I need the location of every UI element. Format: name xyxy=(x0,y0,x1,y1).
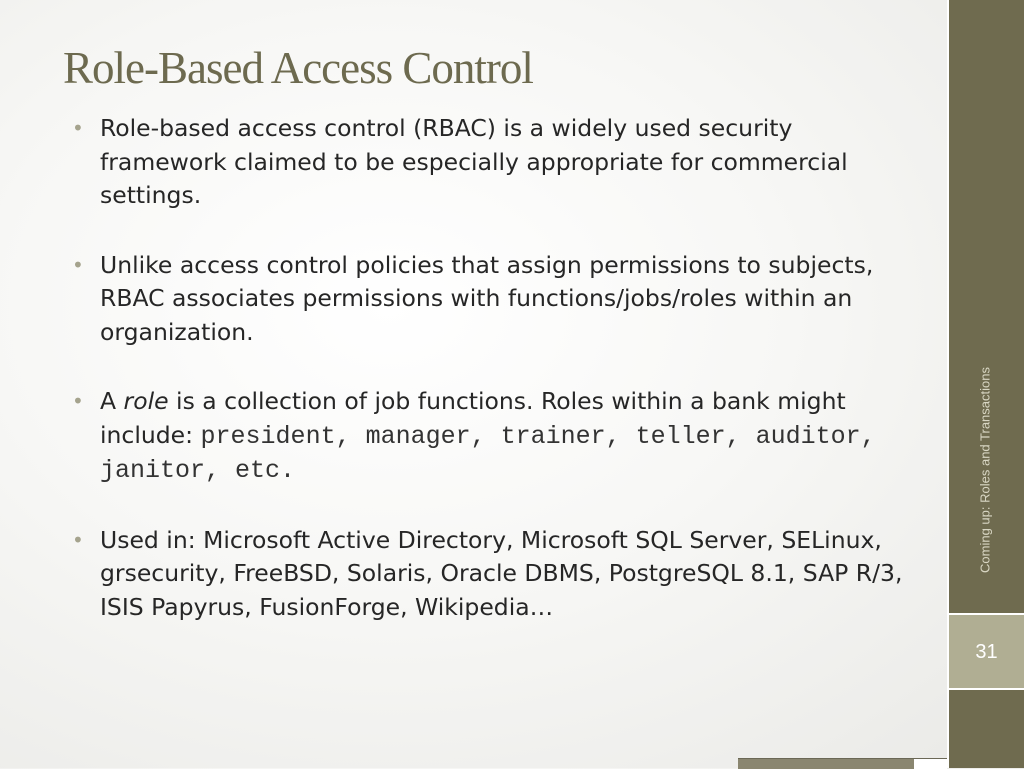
bullet-icon: • xyxy=(72,116,84,140)
bullet-icon: • xyxy=(72,527,84,552)
bullet-item xyxy=(72,385,912,488)
bullet-text: Role-based access control (RBAC) is a widely used security framework claimed to be especially appropriate for commercial settings. xyxy=(100,114,848,209)
bullet-list xyxy=(72,112,912,660)
bullet-item xyxy=(72,249,912,350)
bullet-icon: • xyxy=(72,252,84,277)
bullet-text-middle: is a collection of job functions. Roles within a bank might include: xyxy=(100,387,846,449)
bullet-text: Used in: Microsoft Active Directory, Microsoft SQL Server, SELinux, grsecurity, FreeBSD, Solaris, Oracle DBMS, PostgreSQL 8.1, SAP R/3, ISIS Papyrus, FusionForge, Wikipedia… xyxy=(100,525,903,621)
bullet-text-prefix: A xyxy=(100,387,124,415)
footer-bar-light xyxy=(914,758,947,769)
footer-bar xyxy=(738,758,914,769)
role-examples: president, manager, trainer, teller, auditor, janitor, etc. xyxy=(100,421,876,485)
bullet-item xyxy=(72,112,912,213)
bullet-text: Unlike access control policies that assign permissions to subjects, RBAC associates permissions with functions/jobs/roles within an organization. xyxy=(100,250,874,346)
bullet-item xyxy=(72,524,912,625)
slide-title: Role-Based Access Control xyxy=(63,43,533,93)
bullet-icon: • xyxy=(72,389,84,413)
role-emphasis: role xyxy=(123,387,169,415)
page-number: 31 xyxy=(975,641,998,663)
page-number-box xyxy=(949,613,1024,690)
coming-up-label: Coming up: Roles and Transactions xyxy=(977,367,993,573)
